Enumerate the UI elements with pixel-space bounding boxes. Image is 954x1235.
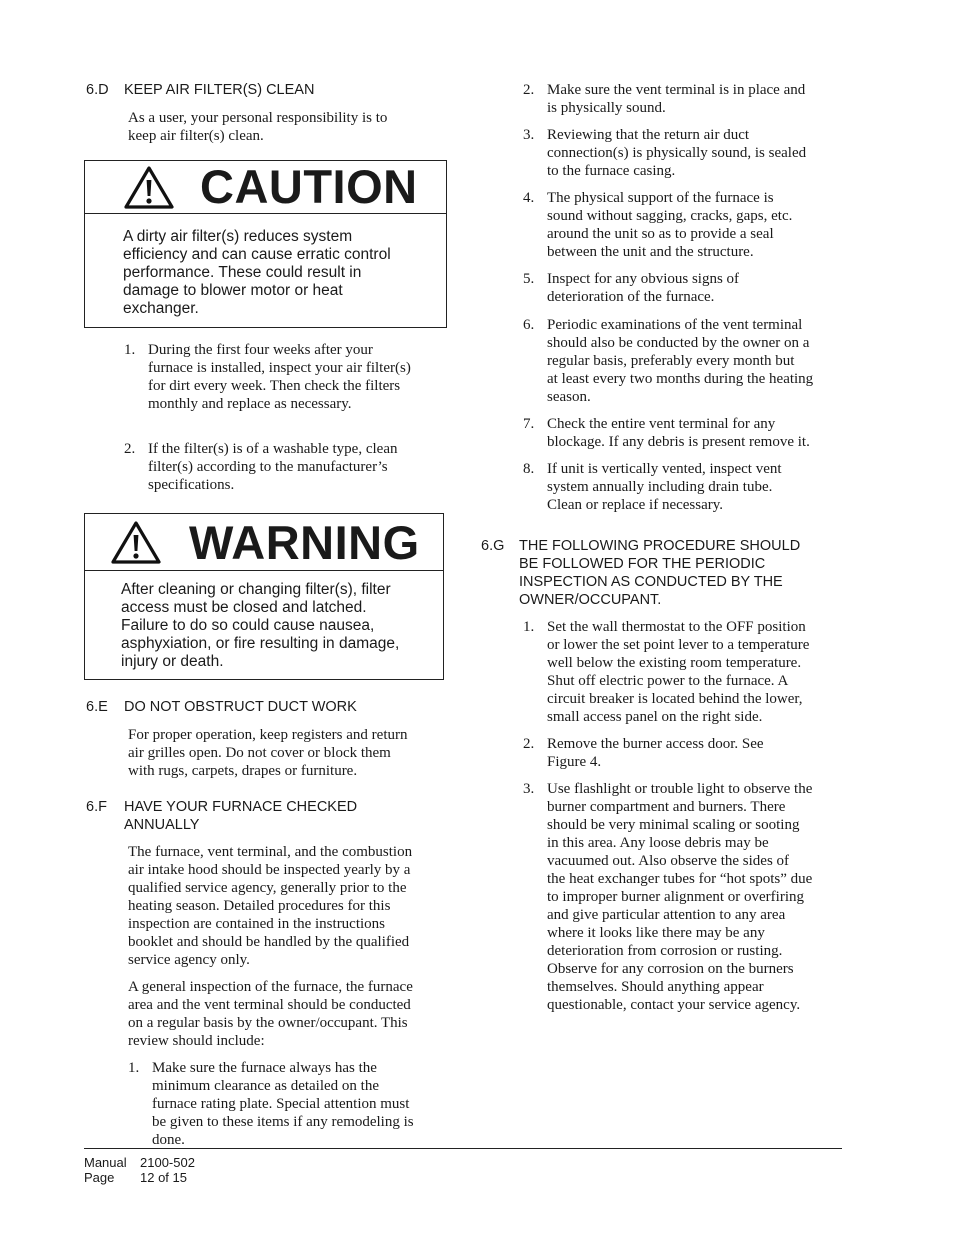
- item-number: 2.: [124, 441, 136, 457]
- item-number: 5.: [523, 271, 535, 287]
- section-6d-heading: [86, 81, 446, 99]
- item-text: Set the wall thermostat to the OFF position or lower the set point lever to a temperature well below the existing room temperature. Shut off electric power to the furnace. A circuit breaker is located behind the lower, small access panel on the right side.: [547, 619, 810, 725]
- section-title: KEEP AIR FILTER(S) CLEAN: [124, 82, 315, 98]
- caution-box: [84, 160, 447, 328]
- item-text: Remove the burner access door. See Figure 4.: [547, 736, 764, 770]
- item-number: 8.: [523, 461, 535, 477]
- page-label: Page: [84, 1170, 115, 1185]
- item-text: Periodic examinations of the vent terminal should also be conducted by the owner on a regular basis, preferably every month but at least every two months during the heating season.: [547, 317, 814, 405]
- section-number: 6.D: [86, 82, 109, 98]
- item-text: Inspect for any obvious signs of deterioration of the furnace.: [547, 271, 740, 305]
- section-6g-heading: [481, 537, 851, 609]
- item-text: Make sure the furnace always has the minimum clearance as detailed on the furnace rating plate. Special attention must be given to these items if any remodeling is done.: [152, 1060, 414, 1148]
- section-title: DO NOT OBSTRUCT DUCT WORK: [124, 699, 357, 715]
- section-6f-heading: [86, 798, 446, 834]
- caution-header: [85, 161, 446, 214]
- item-number: 3.: [523, 781, 535, 797]
- item-number: 4.: [523, 190, 535, 206]
- warning-triangle-icon: [110, 520, 162, 565]
- section-number: 6.E: [86, 699, 108, 715]
- list-item: [523, 189, 843, 261]
- warning-message: After cleaning or changing filter(s), filter access must be closed and latched. Failure to do so could cause nausea, asphyxiation, or fire resulting in damage, injury or death.: [121, 581, 400, 670]
- list-item: [523, 81, 843, 117]
- item-number: 7.: [523, 416, 535, 432]
- section-title: THE FOLLOWING PROCEDURE SHOULD BE FOLLOWED FOR THE PERIODIC INSPECTION AS CONDUCTED BY THE OWNER/OCCUPANT.: [519, 538, 801, 608]
- item-number: 1.: [523, 619, 535, 635]
- list-item: [124, 440, 444, 494]
- list-item: [523, 460, 843, 514]
- item-text: Use flashlight or trouble light to observe the burner compartment and burners. There should be very minimal scaling or sooting in this area. Any loose debris may be vacuumed out. Also observe the sides of the heat exchanger tubes for “hot spots” due to improper burner alignment or overfiring and give particular attention to any area where it looks like there may be any deterioration from corrosion or rusting. Observe for any corrosion on the burners themselves. Should anything appear questionable, contact your service agency.: [547, 781, 813, 1013]
- section-6d-intro: As a user, your personal responsibility is to keep air filter(s) clean.: [128, 110, 388, 144]
- warning-box: [84, 513, 444, 680]
- section-6f-paragraph-2: A general inspection of the furnace, the furnace area and the vent terminal should be conducted on a regular basis by the owner/occupant. This review should include:: [128, 979, 413, 1049]
- list-item: [523, 126, 843, 180]
- item-text: Check the entire vent terminal for any blockage. If any debris is present remove it.: [547, 416, 810, 450]
- warning-header: [85, 514, 443, 571]
- item-number: 2.: [523, 82, 535, 98]
- list-item: [124, 341, 444, 413]
- list-item: [523, 780, 843, 1014]
- item-number: 3.: [523, 127, 535, 143]
- section-6f-paragraph-1: The furnace, vent terminal, and the combustion air intake hood should be inspected yearly by a qualified service agency, generally prior to the heating season. Detailed procedures for this inspection are contained in the instructions booklet and should be handled by the qualified service agency only.: [128, 844, 413, 968]
- list-item: [523, 270, 843, 306]
- footer-rule: [84, 1148, 842, 1149]
- list-item: [523, 735, 843, 771]
- list-item: [128, 1059, 448, 1149]
- item-number: 1.: [124, 342, 136, 358]
- warning-title: WARNING: [189, 516, 420, 569]
- item-number: 6.: [523, 317, 535, 333]
- footer: [84, 1155, 195, 1185]
- section-6e-body: For proper operation, keep registers and return air grilles open. Do not cover or block them with rugs, carpets, drapes or furniture.: [128, 727, 408, 779]
- list-item: [523, 316, 843, 406]
- page-number: 12 of 15: [140, 1170, 187, 1185]
- caution-message: A dirty air filter(s) reduces system efficiency and can cause erratic control performance. These could result in damage to blower motor or heat exchanger.: [123, 228, 391, 317]
- item-text: The physical support of the furnace is sound without sagging, cracks, gaps, etc. around the unit so as to provide a seal between the unit and the structure.: [547, 190, 793, 260]
- item-text: If unit is vertically vented, inspect vent system annually including drain tube. Clean or replace if necessary.: [547, 461, 782, 513]
- manual-number: 2100-502: [140, 1155, 195, 1170]
- item-text: During the first four weeks after your furnace is installed, inspect your air filter(s) for dirt every week. Then check the filters monthly and replace as necessary.: [148, 342, 411, 412]
- item-number: 1.: [128, 1060, 140, 1076]
- list-item: [523, 618, 843, 726]
- item-text: If the filter(s) is of a washable type, clean filter(s) according to the manufacturer’s specifications.: [148, 441, 398, 493]
- section-number: 6.G: [481, 538, 505, 554]
- item-text: Reviewing that the return air duct connection(s) is physically sound, is sealed to the furnace casing.: [547, 127, 807, 179]
- warning-triangle-icon: [123, 165, 175, 210]
- caution-title: CAUTION: [200, 160, 418, 213]
- item-number: 2.: [523, 736, 535, 752]
- item-text: Make sure the vent terminal is in place and is physically sound.: [547, 82, 806, 116]
- manual-label: Manual: [84, 1155, 127, 1170]
- section-title: HAVE YOUR FURNACE CHECKED ANNUALLY: [124, 799, 358, 833]
- section-number: 6.F: [86, 799, 107, 815]
- list-item: [523, 415, 843, 451]
- section-6e-heading: [86, 698, 446, 716]
